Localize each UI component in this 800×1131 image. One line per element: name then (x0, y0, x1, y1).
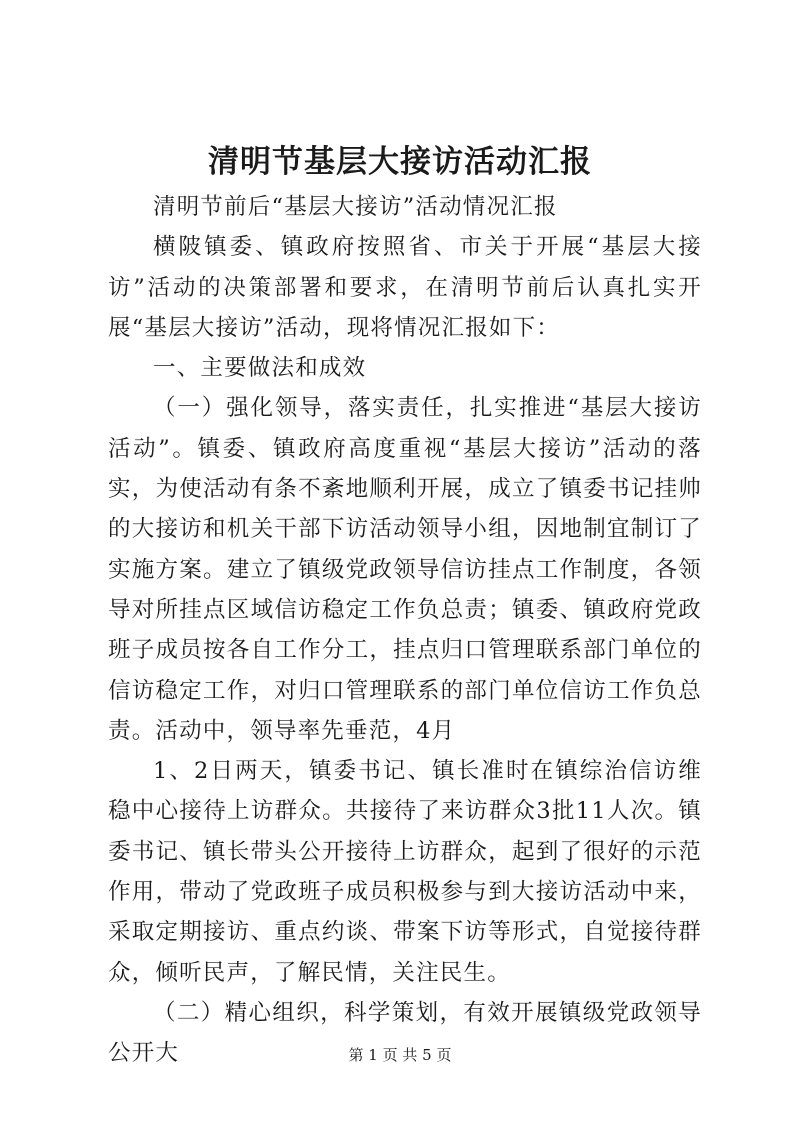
paragraph-subtitle: 清明节前后“基层大接访”活动情况汇报 (153, 194, 558, 220)
document-title: 清明节基层大接访活动汇报 (208, 144, 592, 180)
document-body (108, 187, 702, 1074)
paragraph-continuation: 1、2日两天，镇委书记、镇长准时在镇综治信访维稳中心接待上访群众。共接待了来访群众3批11人次。镇委书记、镇长带头公开接待上访群众，起到了很好的示范作用，带动了党政班子成员积极参与到大接访活动中来，采取定期接访、重点约谈、带案下访等形式，自觉接待群众，倾听民声，了解民情，关注民生。 (108, 758, 702, 986)
page-footer: 第 1 页 共 5 页 (348, 1046, 452, 1064)
paragraph-section-2: （二）精心组织，科学策划，有效开展镇级党政领导公开大 (108, 999, 702, 1067)
paragraph-intro: 横陂镇委、镇政府按照省、市关于开展“基层大接访”活动的决策部署和要求，在清明节前后认真扎实开展“基层大接访”活动，现将情况汇报如下： (108, 234, 702, 341)
section-heading: 一、主要做法和成效 (153, 355, 367, 382)
paragraph-section-1: （一）强化领导，落实责任，扎实推进“基层大接访活动”。镇委、镇政府高度重视“基层大接访”活动的落实，为使活动有条不紊地顺利开展，成立了镇委书记挂帅的大接访和机关干部下访活动领导小组，因地制宜制订了实施方案。建立了镇级党政领导信访挂点工作制度，各领导对所挂点区域信访稳定工作负总责；镇委、镇政府党政班子成员按各自工作分工，挂点归口管理联系部门单位的信访稳定工作，对归口管理联系的部门单位信访工作负总责。活动中，领导率先垂范，4月 (108, 395, 702, 744)
